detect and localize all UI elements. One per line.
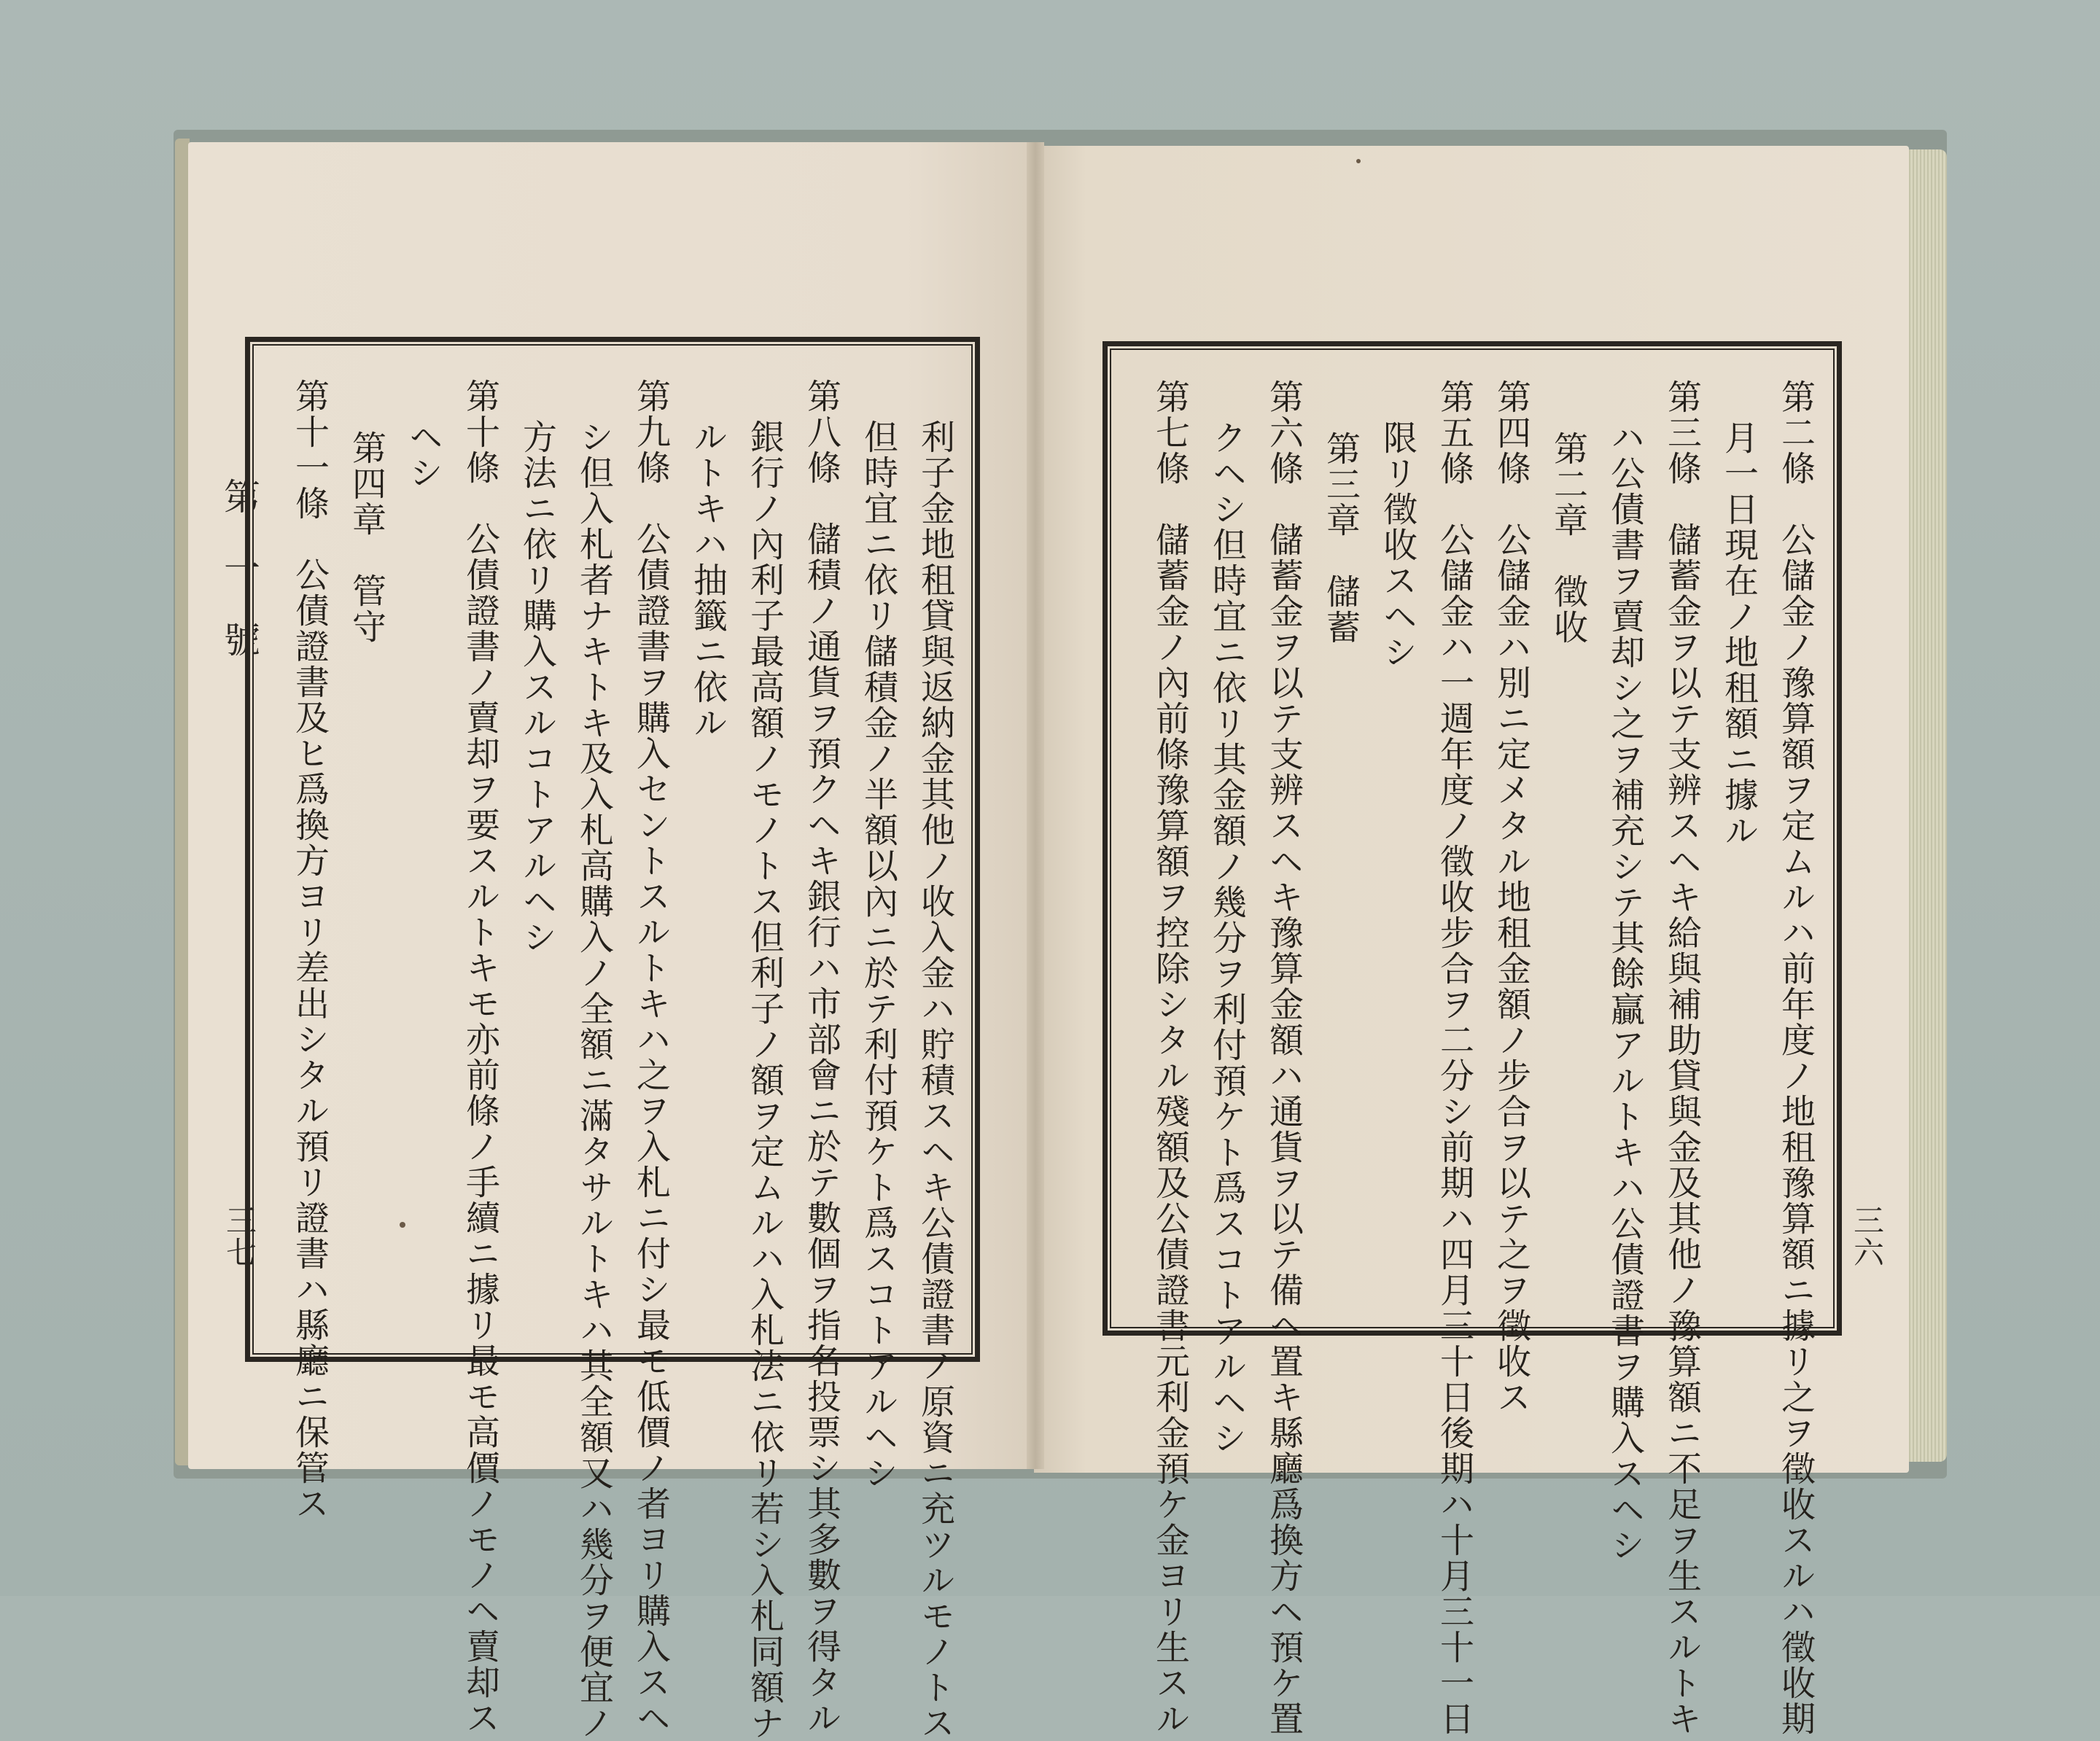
page-number-left: 三七 xyxy=(222,1204,257,1269)
chapter-heading: 第三章 儲蓄 xyxy=(1321,430,1361,645)
text-line: 利子金地租貸與返納金其他ノ收入金ハ貯積スヘキ公債證書ノ原資ニ充ツルモノトス xyxy=(915,419,955,1741)
left-text-block xyxy=(281,342,975,1741)
text-line: クヘシ但時宜ニ依リ其金額ノ幾分ヲ利付預ケト爲スコトアルヘシ xyxy=(1207,420,1247,1457)
text-line: 但時宜ニ依リ儲積金ノ半額以內ニ於テ利付預ケト爲スコトアルヘシ xyxy=(858,419,898,1492)
text-line: シ但入札者ナキトキ及入札高購入ノ全額ニ滿タサルトキハ其全額又ハ幾分ヲ便宜ノ xyxy=(574,419,614,1741)
article-line: 第六條 儲蓄金ヲ以テ支辨スヘキ豫算金額ハ通貨ヲ以テ備ヘ置キ縣廳爲換方ヘ預ケ置 xyxy=(1264,379,1304,1737)
text-line: ルトキハ抽籤ニ依ル xyxy=(688,419,728,741)
left-text-frame xyxy=(245,337,980,1741)
running-head: 第一號 xyxy=(218,478,260,692)
right-text-frame xyxy=(1102,341,1842,1737)
text-line: ハ公債書ヲ賣却シ之ヲ補充シテ其餘贏アルトキハ公債證書ヲ購入スヘシ xyxy=(1605,420,1645,1564)
chapter-heading: 第二章 徵收 xyxy=(1548,430,1588,645)
article-line: 第三條 儲蓄金ヲ以テ支辨スヘキ給與補助貸與金及其他ノ豫算額ニ不足ヲ生スルトキ xyxy=(1662,379,1702,1737)
ink-spot xyxy=(1356,159,1361,163)
text-line: 限リ徵收スヘシ xyxy=(1377,420,1418,671)
text-line: ヘシ xyxy=(403,419,443,491)
article-line: 第四條 公儲金ハ別ニ定メタル地租金額ノ步合ヲ以テ之ヲ徵收ス xyxy=(1491,379,1531,1415)
article-line: 第七條 儲蓄金ノ內前條豫算額ヲ控除シタル殘額及公債證書元利金預ケ金ヨリ生スル xyxy=(1150,379,1190,1737)
article-line: 第二條 公儲金ノ豫算額ヲ定ムルハ前年度ノ地租豫算額ニ據リ之ヲ徵收スルハ徵收期 xyxy=(1776,379,1816,1737)
ink-spot xyxy=(400,1222,405,1228)
article-line: 第九條 公債證書ヲ購入セントスルトキハ之ヲ入札ニ付シ最モ低價ノ者ヨリ購入スヘ xyxy=(631,378,671,1736)
text-line: 月一日現在ノ地租額ニ據ル xyxy=(1719,420,1759,849)
book-gutter xyxy=(1027,142,1044,1469)
cover-edge xyxy=(175,139,190,1465)
article-line: 第十一條 公債證書及ヒ爲換方ヨリ差出シタル預リ證書ハ縣廳ニ保管ス xyxy=(289,378,330,1522)
right-text-block xyxy=(1141,346,1837,1737)
article-line: 第十條 公債證書ノ賣却ヲ要スルトキモ亦前條ノ手續ニ據リ最モ高價ノモノヘ賣却ス xyxy=(460,378,500,1736)
chapter-heading: 第四章 管守 xyxy=(346,429,386,644)
text-line: 銀行ノ內利子最高額ノモノトス但利子ノ額ヲ定ムルハ入札法ニ依リ若シ入札同額ナ xyxy=(744,419,785,1741)
text-line: 方法ニ依リ購入スルコトアルヘシ xyxy=(517,419,557,956)
article-line: 第八條 儲積ノ通貨ヲ預クヘキ銀行ハ市部會ニ於テ數個ヲ指名投票シ其多數ヲ得タル xyxy=(801,378,841,1736)
article-line: 第五條 公儲金ハ一週年度ノ徵收步合ヲ二分シ前期ハ四月三十日後期ハ十月三十一日 xyxy=(1434,379,1474,1737)
page-number-right: 三六 xyxy=(1849,1204,1885,1269)
